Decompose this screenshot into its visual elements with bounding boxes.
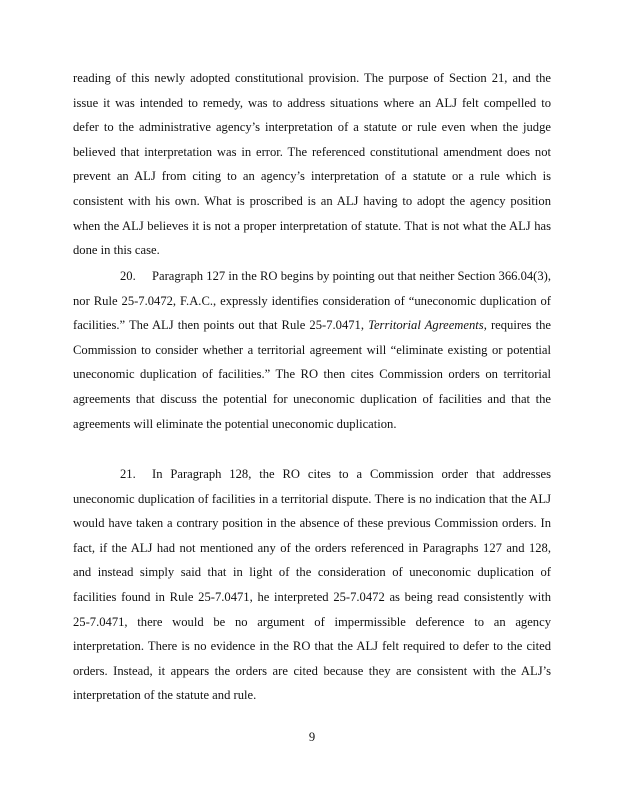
paragraph-number-20: 20. xyxy=(120,269,136,283)
page-number: 9 xyxy=(308,730,316,744)
paragraph-continuation: reading of this newly adopted constitutional provision. The purpose of Section 21, and the issue it was intended to remedy, was to address situations where an ALJ felt compelled to defer to the administrative agency’s interpretation of a statute or rule even when the judge believed that interpretation was in error. The referenced constitutional amendment does not prevent an ALJ from citing to an agency’s interpretation of a statute or a rule which is consistent with his own. What is proscribed is an ALJ having to adopt the agency position when the ALJ believes it is not a proper interpretation of statute. That is not what the ALJ has done in this case. xyxy=(73,71,551,258)
paragraph-20-text-before-italic: Paragraph 127 in the RO begins by pointing out that neither Section 366.04(3), nor Rule 25-7.0472, F.A.C., expressly identifies consideration of “uneconomic duplication of facilities.” The ALJ then points out that Rule 25-7.0471, xyxy=(73,269,551,333)
paragraph-20-text-after-italic: , requires the Commission to consider whether a territorial agreement will “eliminate existing or potential uneconomic duplication of facilities.” The RO then cites Commission orders on territorial agreements that discuss the potential for uneconomic duplication of facilities and that the agreements will eliminate the potential uneconomic duplication. xyxy=(73,318,551,431)
paragraph-20 xyxy=(73,264,551,436)
paragraph-20-italic-title: Territorial Agreements xyxy=(368,318,484,333)
paragraph-21 xyxy=(73,462,551,708)
paragraph-21-text: In Paragraph 128, the RO cites to a Commission order that addresses uneconomic duplication of facilities in a territorial dispute. There is no indication that the ALJ would have taken a contrary position in the absence of these previous Commission orders. In fact, if the ALJ had not mentioned any of the orders referenced in Paragraphs 127 and 128, and instead simply said that in light of the consideration of uneconomic duplication of facilities found in Rule 25-7.0471, he interpreted 25-7.0472 as being read consistently with 25-7.0471, there would be no argument of impermissible deference to an agency interpretation. There is no evidence in the RO that the ALJ felt required to defer to the cited orders. Instead, it appears the orders are cited because they are consistent with the ALJ’s interpretation of the statute and rule. xyxy=(73,467,551,703)
paragraph-number-21: 21. xyxy=(120,467,136,481)
